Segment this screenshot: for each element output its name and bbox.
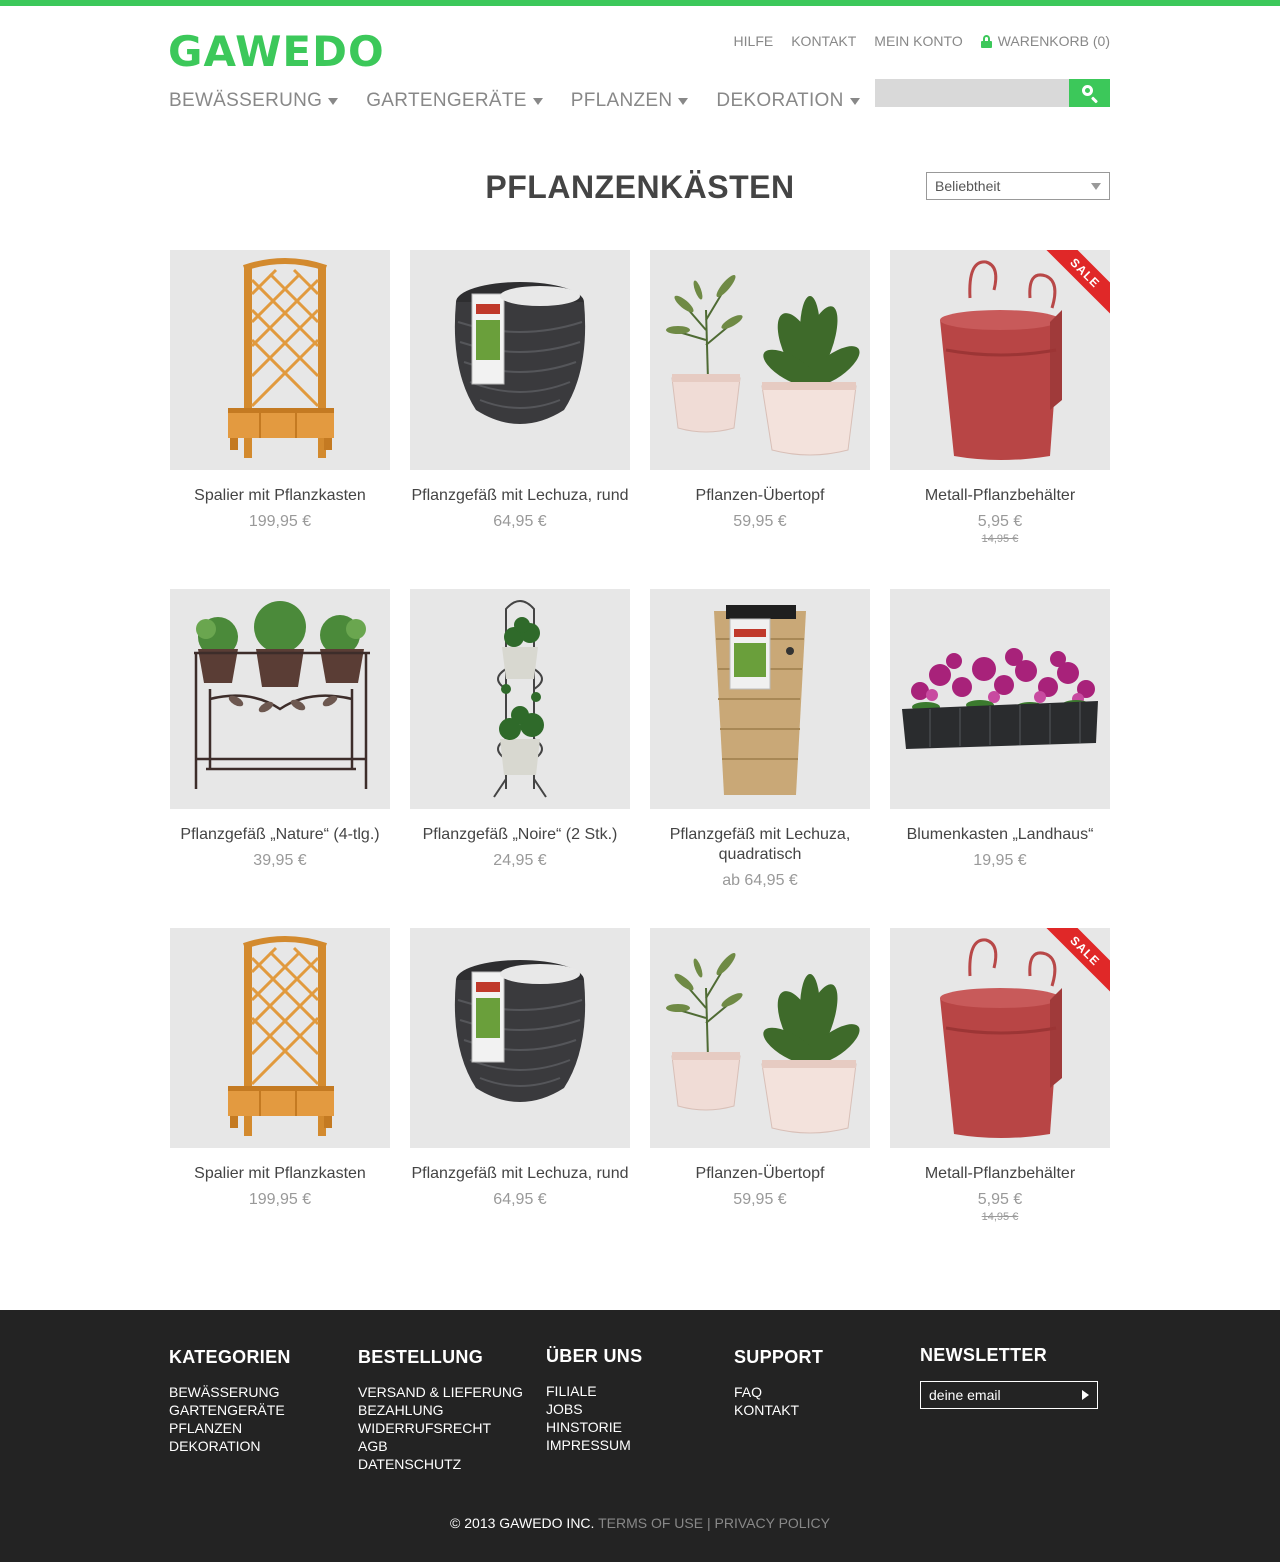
footer-about xyxy=(546,1345,642,1454)
contact-link[interactable]: KONTAKT xyxy=(791,33,857,49)
footer-link[interactable]: BEWÄSSERUNG xyxy=(169,1384,280,1400)
product-card[interactable] xyxy=(890,928,1110,1267)
product-card[interactable] xyxy=(650,589,870,928)
main-nav xyxy=(169,90,860,112)
chevron-down-icon xyxy=(850,98,860,105)
product-card[interactable] xyxy=(170,928,390,1267)
product-name[interactable]: Pflanzgefäß „Noire“ (2 Stk.) xyxy=(422,826,618,843)
product-name[interactable]: Pflanzgefäß mit Lechuza, rund xyxy=(411,487,629,504)
product-name[interactable]: Pflanzen-Übertopf xyxy=(695,1165,825,1182)
product-price: 24,95 € xyxy=(493,852,547,869)
footer-link[interactable]: JOBS xyxy=(546,1401,583,1417)
product-image-stand-nature[interactable] xyxy=(170,589,390,809)
product-image-trellis[interactable] xyxy=(170,928,390,1148)
product-name[interactable]: Metall-Pflanzbehälter xyxy=(924,1165,1076,1182)
product-card[interactable] xyxy=(410,589,630,928)
footer-heading: KATEGORIEN xyxy=(169,1347,291,1367)
product-card[interactable] xyxy=(410,928,630,1267)
product-image-planters[interactable] xyxy=(650,928,870,1148)
product-name[interactable]: Pflanzen-Übertopf xyxy=(695,487,825,504)
chevron-down-icon xyxy=(533,98,543,105)
product-price: ab 64,95 € xyxy=(722,872,798,889)
search-icon xyxy=(1081,84,1099,102)
copyright-line xyxy=(0,1514,1280,1532)
product-card[interactable] xyxy=(170,589,390,928)
product-image-metal-pot[interactable] xyxy=(890,250,1110,470)
footer-link[interactable]: HINSTORIE xyxy=(546,1419,622,1435)
product-name[interactable]: Spalier mit Pflanzkasten xyxy=(194,1165,366,1182)
newsletter-field xyxy=(920,1381,1098,1409)
product-card[interactable] xyxy=(170,250,390,589)
top-accent-bar xyxy=(0,0,1280,6)
nav-label: PFLANZEN xyxy=(570,90,673,111)
chevron-down-icon xyxy=(678,98,688,105)
privacy-link[interactable]: PRIVACY POLICY xyxy=(714,1515,830,1531)
utility-nav xyxy=(734,32,1110,50)
search-input[interactable] xyxy=(875,79,1069,107)
footer-link[interactable]: DATENSCHUTZ xyxy=(358,1456,462,1472)
nav-item-bewaesserung[interactable] xyxy=(169,90,338,112)
product-name[interactable]: Pflanzgefäß mit Lechuza, rund xyxy=(411,1165,629,1182)
product-name[interactable]: Spalier mit Pflanzkasten xyxy=(194,487,366,504)
footer xyxy=(0,1310,1280,1562)
product-row xyxy=(170,928,1111,1267)
copyright-text: © 2013 GAWEDO INC. xyxy=(450,1515,595,1531)
product-price: 5,95 € xyxy=(977,1191,1023,1208)
product-price: 59,95 € xyxy=(733,1191,787,1208)
product-image-rattan-square[interactable] xyxy=(650,589,870,809)
product-row xyxy=(170,589,1111,928)
nav-item-gartengeraete[interactable] xyxy=(366,90,543,112)
sort-select[interactable] xyxy=(926,172,1110,200)
product-card[interactable] xyxy=(890,250,1110,589)
footer-heading: ÜBER UNS xyxy=(546,1346,643,1366)
product-image-metal-pot[interactable] xyxy=(890,928,1110,1148)
product-old-price: 14,95 € xyxy=(981,1211,1019,1223)
nav-label: DEKORATION xyxy=(716,90,844,111)
product-price: 59,95 € xyxy=(733,513,787,530)
cart-link[interactable] xyxy=(981,32,1110,50)
nav-label: GARTENGERÄTE xyxy=(366,90,527,111)
footer-link[interactable]: FAQ xyxy=(734,1384,763,1400)
footer-link[interactable]: GARTENGERÄTE xyxy=(169,1402,285,1418)
product-image-trellis[interactable] xyxy=(170,250,390,470)
chevron-down-icon xyxy=(328,98,338,105)
nav-label: BEWÄSSERUNG xyxy=(169,90,323,111)
footer-heading: SUPPORT xyxy=(734,1347,824,1367)
search-button[interactable] xyxy=(1069,79,1110,107)
footer-support xyxy=(734,1346,823,1419)
product-name[interactable]: Pflanzgefäß mit Lechuza, quadratisch xyxy=(669,826,851,863)
sale-badge: SALE xyxy=(1044,928,1110,992)
cart-label: WARENKORB (0) xyxy=(997,33,1110,49)
footer-link[interactable]: AGB xyxy=(358,1438,388,1454)
product-image-flowerbox[interactable] xyxy=(890,589,1110,809)
footer-link[interactable]: PFLANZEN xyxy=(169,1420,243,1436)
product-price: 64,95 € xyxy=(493,1191,547,1208)
page-title: PFLANZENKÄSTEN xyxy=(485,169,795,205)
terms-link[interactable]: TERMS OF USE xyxy=(598,1515,704,1531)
sale-badge: SALE xyxy=(1044,250,1110,314)
footer-link[interactable]: DEKORATION xyxy=(169,1438,261,1454)
footer-link[interactable]: KONTAKT xyxy=(734,1402,800,1418)
footer-link[interactable]: FILIALE xyxy=(546,1383,597,1399)
footer-heading: BESTELLUNG xyxy=(358,1347,484,1367)
product-price: 199,95 € xyxy=(248,1191,312,1208)
product-grid xyxy=(170,250,1111,1267)
product-image-stand-noire[interactable] xyxy=(410,589,630,809)
footer-link[interactable]: VERSAND & LIEFERUNG xyxy=(358,1384,523,1400)
product-name[interactable]: Metall-Pflanzbehälter xyxy=(924,487,1076,504)
footer-link[interactable]: WIDERRUFSRECHT xyxy=(358,1420,491,1436)
product-image-planters[interactable] xyxy=(650,250,870,470)
chevron-down-icon xyxy=(1091,183,1101,190)
sort-selected-value: Beliebtheit xyxy=(935,178,1001,194)
product-price: 64,95 € xyxy=(493,513,547,530)
product-card[interactable] xyxy=(410,250,630,589)
footer-order xyxy=(358,1346,523,1473)
logo[interactable]: GAWEDO xyxy=(168,27,385,76)
product-old-price: 14,95 € xyxy=(981,533,1019,545)
product-card[interactable] xyxy=(650,250,870,589)
help-link[interactable]: HILFE xyxy=(733,33,774,49)
nav-item-dekoration[interactable] xyxy=(716,90,859,112)
product-price: 39,95 € xyxy=(253,852,307,869)
footer-categories xyxy=(169,1346,291,1455)
product-name[interactable]: Pflanzgefäß „Nature“ (4-tlg.) xyxy=(180,826,380,843)
footer-newsletter xyxy=(920,1344,1098,1409)
lock-icon xyxy=(981,35,992,48)
product-price: 19,95 € xyxy=(973,852,1027,869)
product-card[interactable] xyxy=(890,589,1110,928)
nav-item-pflanzen[interactable] xyxy=(571,90,689,112)
footer-link[interactable]: BEZAHLUNG xyxy=(358,1402,444,1418)
separator: | xyxy=(706,1515,711,1531)
product-image-rattan-round[interactable] xyxy=(410,250,630,470)
search-bar xyxy=(875,79,1110,107)
product-price: 5,95 € xyxy=(977,513,1023,530)
product-row xyxy=(170,250,1111,589)
product-name[interactable]: Blumenkasten „Landhaus“ xyxy=(906,826,1094,843)
submit-arrow-icon[interactable] xyxy=(1082,1390,1089,1400)
account-link[interactable]: MEIN KONTO xyxy=(874,33,963,49)
product-image-rattan-round[interactable] xyxy=(410,928,630,1148)
footer-link[interactable]: IMPRESSUM xyxy=(546,1437,631,1453)
product-price: 199,95 € xyxy=(248,513,312,530)
footer-heading: NEWSLETTER xyxy=(920,1345,1047,1365)
newsletter-email-input[interactable] xyxy=(929,1387,1069,1403)
product-card[interactable] xyxy=(650,928,870,1267)
